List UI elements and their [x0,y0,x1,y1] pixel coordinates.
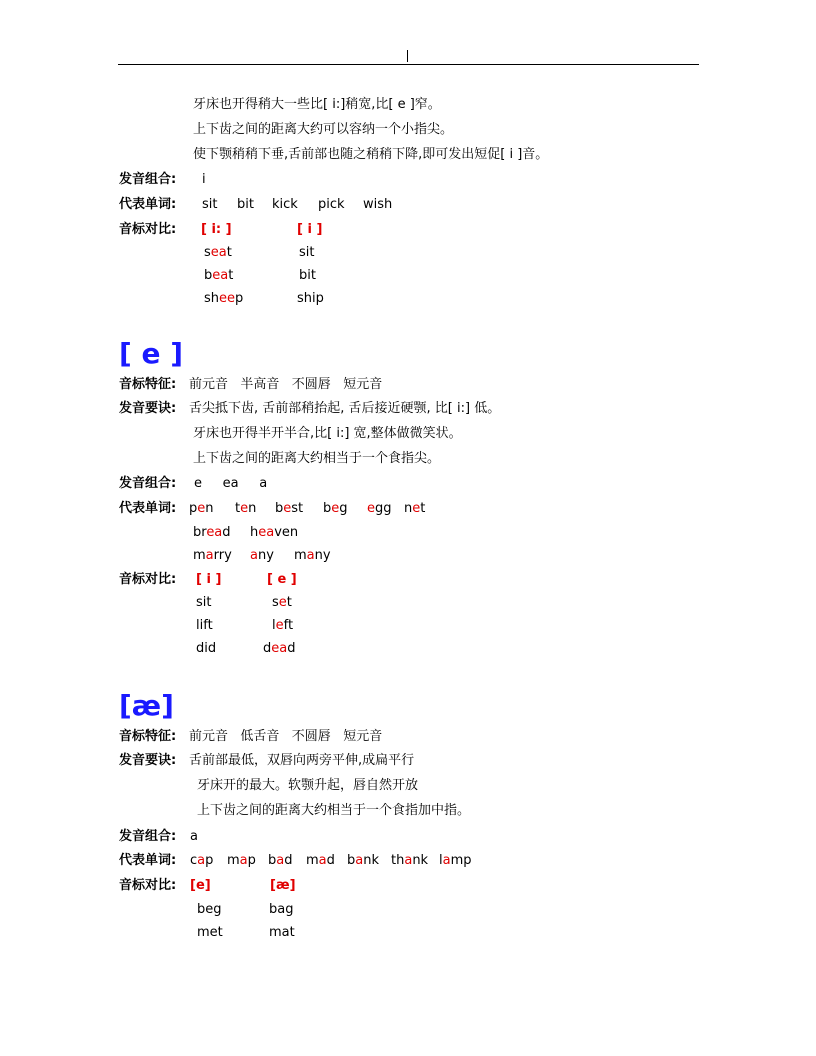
word: many [294,548,331,563]
word: any [250,548,274,563]
header-mark [407,50,408,62]
method-line-2: 牙床也开得半开半合,比[ i:] 宽,整体做微笑状。 [193,426,462,441]
word: egg [367,501,392,516]
method-line-1: 舌尖抵下齿, 舌前部稍抬起, 舌后接近硬颚, 比[ i:] 低。 [189,401,501,416]
feature-value: 前元音 低舌音 不圆唇 短元音 [189,729,383,744]
contrast-label: 音标对比: [119,222,177,237]
method-line-3: 上下齿之间的距离大约相当于一个食指加中指。 [197,803,471,818]
word: bit [237,197,254,212]
word: pen [189,501,214,516]
combo-value: i [202,172,206,187]
contrast-right-head: [ e ] [267,572,297,587]
method-line-1: 舌前部最低，双唇向两旁平伸,成扁平行 [189,753,415,768]
word: marry [193,548,232,563]
feature-label: 音标特征: [119,729,177,744]
contrast-word: did [196,641,217,656]
contrast-word: ship [297,291,324,306]
words-label: 代表单词: [119,853,177,868]
feature-label: 音标特征: [119,377,177,392]
contrast-word: mat [269,925,295,940]
combo-value: a [190,829,198,844]
combo-label: 发音组合: [119,829,177,844]
desc-line-2: 上下齿之间的距离大约可以容纳一个小指尖。 [193,122,454,137]
desc-line-1: 牙床也开得稍大一些比[ i:]稍宽,比[ e ]窄。 [193,97,441,112]
contrast-word: set [272,595,292,610]
method-line-2: 牙床开的最大。软颚升起，唇自然开放 [197,778,419,793]
contrast-left-head: [ i ] [196,572,222,587]
contrast-word: met [197,925,223,940]
section-title-ae: [æ] [119,689,174,722]
word: mad [306,853,335,868]
word: net [404,501,426,516]
contrast-word: lift [196,618,213,633]
combo-value: e ea a [194,476,268,491]
word: map [227,853,256,868]
contrast-word: bit [299,268,316,283]
word: kick [272,197,298,212]
contrast-word: left [272,618,294,633]
contrast-word: beg [197,902,222,917]
contrast-right-head: [ i ] [297,222,323,237]
contrast-word: seat [204,245,232,260]
desc-line-3: 使下颚稍稍下垂,舌前部也随之稍稍下降,即可发出短促[ i ]音。 [193,147,549,162]
word: bad [268,853,293,868]
combo-label: 发音组合: [119,476,177,491]
word: lamp [439,853,472,868]
method-label: 发音要诀: [119,401,177,416]
word: wish [363,197,393,212]
contrast-word: dead [263,641,296,656]
contrast-word: beat [204,268,234,283]
contrast-word: sheep [204,291,244,306]
contrast-word: sit [196,595,212,610]
word: heaven [250,525,299,540]
word: best [275,501,304,516]
contrast-left-head: [ i: ] [201,222,232,237]
word: bank [347,853,380,868]
header-rule [118,64,699,65]
word: thank [391,853,429,868]
contrast-word: bag [269,902,294,917]
contrast-label: 音标对比: [119,572,177,587]
words-label: 代表单词: [119,197,177,212]
word: cap [190,853,214,868]
section-title-e: [ e ] [119,337,184,370]
word: ten [235,501,257,516]
feature-value: 前元音 半高音 不圆唇 短元音 [189,377,383,392]
contrast-right-head: [æ] [270,878,296,893]
method-label: 发音要诀: [119,753,177,768]
word: bread [193,525,231,540]
contrast-word: sit [299,245,315,260]
contrast-left-head: [e] [190,878,211,893]
word: pick [318,197,345,212]
word: sit [202,197,218,212]
word: beg [323,501,348,516]
combo-label: 发音组合: [119,172,177,187]
method-line-3: 上下齿之间的距离大约相当于一个食指尖。 [193,451,441,466]
contrast-label: 音标对比: [119,878,177,893]
words-label: 代表单词: [119,501,177,516]
